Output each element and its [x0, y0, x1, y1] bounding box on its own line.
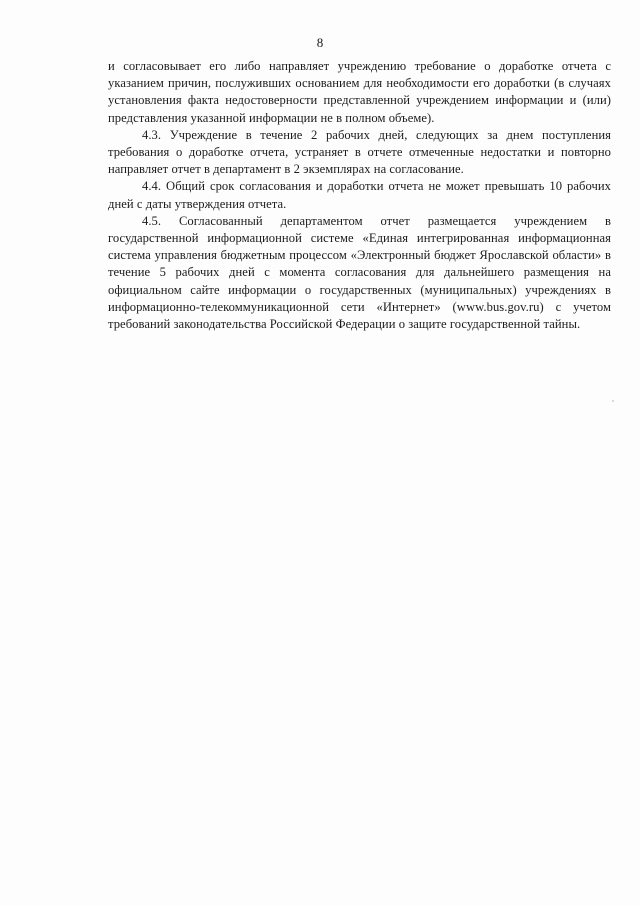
paragraph-4-5: 4.5. Согласованный департаментом отчет размещается учреждением в государственной информационной системе «Единая интегрированная информационная система управления бюджетным процессом «Электронный бюджет Ярославской области» в течение 5 рабочих дней с момента согласования для дальнейшего размещения на официальном сайте информации о государственных (муниципальных) учреждениях в информационно-телекоммуникационной сети «Интернет» (www.bus.gov.ru) с учетом требований законодательства Российской Федерации о защите государственной тайны.: [108, 213, 611, 332]
paragraph-continuation: и согласовывает его либо направляет учреждению требование о доработке отчета с указанием причин, послуживших основанием для необходимости его доработки (в случаях установления факта недостоверности представленной учреждением информации и (или) представления указанной информации не в полном объеме).: [108, 59, 611, 125]
document-body: [108, 58, 611, 333]
paragraph-4-3: 4.3. Учреждение в течение 2 рабочих дней, следующих за днем поступления требования о доработке отчета, устраняет в отчете отмеченные недостатки и повторно направляет отчет в департамент в 2 экземплярах на согласование.: [108, 127, 611, 177]
page-number: 8: [316, 35, 324, 50]
scan-speck: [612, 400, 614, 402]
paragraph-4-4: 4.4. Общий срок согласования и доработки отчета не может превышать 10 рабочих дней с даты утверждения отчета.: [108, 179, 611, 211]
